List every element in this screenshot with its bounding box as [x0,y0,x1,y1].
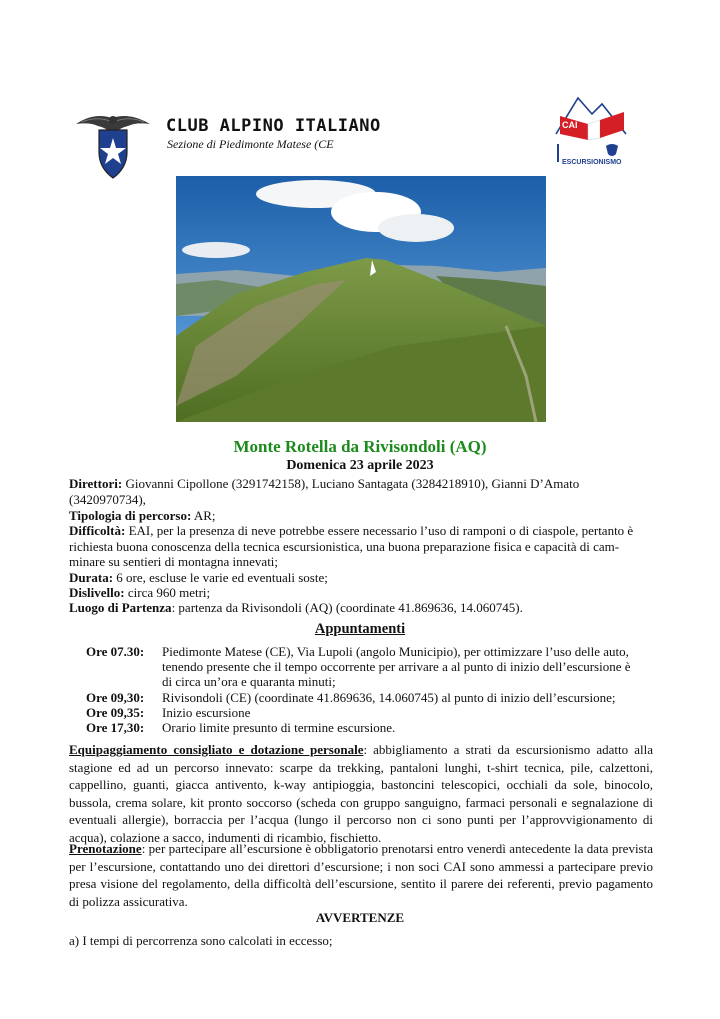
tipologia-value: AR; [191,508,216,523]
escursionismo-logo [552,94,630,170]
prenotazione-text: : per partecipare all’escursione è obbligatorio prenotarsi entro venerdì antecedente la data prevista per l’escursione, contattando uno dei direttori d’escursione; i non soci CAI sono ammessi a partecipare previo presa visione del regolamento, della difficoltà dell’escursione, sentito il parere dei referenti, previo pagamento di polizza assicurativa. [69,841,653,909]
equipaggiamento-text: : abbigliamento a strati da escursionismo adatto alla stagione ed ad un percorso innevato: scarpe da trekking, pantaloni lunghi, t-shirt tecnica, pile, calzettoni, cappellino, guanti, giacca antivento, k-way antipioggia, bastoncini telescopici, occhiali da sole, binocolo, bussola, crema solare, kit pronto soccorso (scheda con gruppo sanguigno, farmaci personali e segnalazione di eventuali allergie), borraccia per l’acqua (lungo il percorso non ci sono punti per l’approvvigionamento di acqua), colazione a sacco, indumenti di ricambio, fischietto. [69,742,653,845]
club-name: CLUB ALPINO ITALIANO [166,116,381,136]
appointment-time: Ore 17,30: [86,720,145,735]
direttori-continuation: (3420970734), [69,492,146,507]
avvertenze-heading: AVVERTENZE [315,910,405,925]
appointment-time: Ore 09,30: [86,690,145,705]
durata-label: Durata: [69,570,114,585]
event-date: Domenica 23 aprile 2023 [286,458,434,473]
appointment-desc: Orario limite presunto di termine escursione. [162,720,396,735]
partenza-value: : partenza da Rivisondoli (AQ) (coordinate 41.869636, 14.060745). [171,600,523,615]
partenza-label: Luogo di Partenza [69,600,172,615]
equipaggiamento-paragraph [69,741,653,846]
appointment-desc: Rivisondoli (CE) (coordinate 41.869636, 14.060745) al punto di inizio dell’escursione; [162,690,616,705]
appuntamenti-heading: Appuntamenti [314,621,406,637]
prenotazione-paragraph [69,840,653,910]
appointment-desc: Inizio escursione [162,705,251,720]
event-title: Monte Rotella da Rivisondoli (AQ) [233,437,487,456]
difficolta-value: EAI, per la presenza di neve potrebbe essere necessario l’uso di ramponi o di ciaspole, pertanto è [125,523,634,538]
dislivello-line [69,585,659,601]
tipologia-label: Tipologia di percorso: [69,508,192,523]
direttori-line [69,476,659,492]
appointment-time: Ore 09,35: [86,705,145,720]
appointment-row [86,690,656,705]
appointment-desc-line: Piedimonte Matese (CE), Via Lupoli (angolo Municipio), per ottimizzare l’uso delle auto, [162,644,629,659]
logo-escursionismo-text: ESCURSIONISMO [562,159,622,166]
appointment-row [86,705,656,720]
prenotazione-label: Prenotazione [69,841,142,856]
appointment-time: Ore 07.30: [86,644,145,659]
partenza-line [69,600,659,616]
mountain-photo [176,176,546,422]
appointment-desc-line: tenendo presente che il tempo occorrente per arrivare a al punto di inizio dell’escursione è [162,659,631,674]
logo-cai-text: CAI [562,120,578,130]
tipologia-line [69,508,659,524]
section-name: Sezione di Piedimonte Matese (CE [167,137,334,151]
appointment-row [86,720,656,735]
durata-value: 6 ore, escluse le varie ed eventuali soste; [113,570,328,585]
direttori-value: Giovanni Cipollone (3291742158), Luciano Santagata (3284218910), Gianni D’Amato [122,476,580,491]
equipaggiamento-label: Equipaggiamento consigliato e dotazione personale [69,742,364,757]
durata-line [69,570,659,586]
cai-eagle-logo [74,108,152,182]
appointment-desc-line: di circa un’ora e quaranta minuti; [162,674,336,689]
avvertenze-item: a) I tempi di percorrenza sono calcolati in eccesso; [69,933,333,948]
difficolta-continuation-2: minare su sentieri di montagna innevati; [69,554,279,569]
appointment-desc [162,644,656,689]
dislivello-value: circa 960 metri; [124,585,211,600]
appointment-row [86,644,656,689]
direttori-label: Direttori: [69,476,123,491]
difficolta-line [69,523,659,539]
dislivello-label: Dislivello: [69,585,125,600]
difficolta-label: Difficoltà: [69,523,126,538]
difficolta-continuation-1: richiesta buona conoscenza della tecnica escursionistica, una buona preparazione fisica e capacità di cam- [69,539,620,554]
